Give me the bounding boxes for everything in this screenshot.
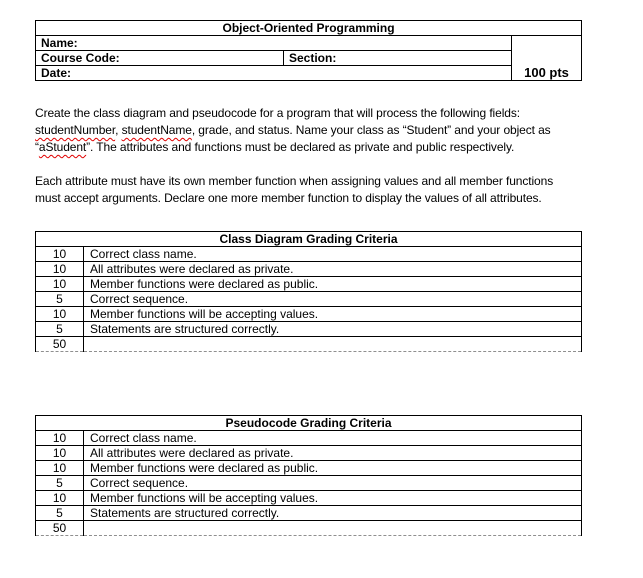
section-field-label: Section: [284,51,512,66]
points-cell: 10 [36,277,84,292]
grading-row [36,431,582,446]
header-date-row [36,66,582,81]
grading-row [36,307,582,322]
points-total: 100 pts [512,36,582,81]
criteria-cell: Statements are structured correctly. [84,506,582,521]
header-name-row [36,36,582,51]
criteria-cell: Correct sequence. [84,292,582,307]
criteria-cell [84,337,582,352]
points-cell: 5 [36,506,84,521]
course-code-field-label: Course Code: [36,51,284,66]
text-run: , grade, and status. Name your class as “Student” and your object as [191,123,551,137]
paragraph-line [35,139,587,156]
paragraph-line [35,190,587,207]
date-field-label: Date: [36,66,512,81]
criteria-cell: All attributes were declared as private. [84,446,582,461]
grading-row [36,247,582,262]
table-title: Pseudocode Grading Criteria [36,416,582,431]
misspelled-word: aStudent [38,140,87,154]
points-cell: 5 [36,292,84,307]
paragraph-line [35,105,587,122]
header-course-row [36,51,582,66]
misspelled-word: studentName [121,123,192,137]
paragraph-line [35,173,587,190]
criteria-cell [84,521,582,536]
criteria-cell: Member functions were declared as public. [84,277,582,292]
instructions-paragraph-1 [35,105,587,156]
instructions-paragraph-2 [35,173,587,207]
header-table [35,20,582,81]
criteria-cell: Member functions will be accepting values. [84,491,582,506]
points-cell: 10 [36,247,84,262]
grading-row [36,506,582,521]
text-run: , [115,123,122,137]
criteria-cell: Correct class name. [84,247,582,262]
criteria-cell: Correct class name. [84,431,582,446]
grading-row [36,262,582,277]
points-total-cell: 50 [36,521,84,536]
text-run: “ [35,140,39,154]
grading-row [36,322,582,337]
paragraph-line [35,122,587,139]
table-title-row [36,416,582,431]
text-run: ”. The attributes and functions must be declared as private and public respectively. [86,140,515,154]
points-cell: 5 [36,322,84,337]
grading-row [36,446,582,461]
points-cell: 5 [36,476,84,491]
table-title-row [36,232,582,247]
points-cell: 10 [36,491,84,506]
points-cell: 10 [36,431,84,446]
grading-total-row [36,521,582,536]
pseudocode-grading-table [35,415,582,536]
grading-row [36,277,582,292]
table-title: Class Diagram Grading Criteria [36,232,582,247]
text-run: Create the class diagram and pseudocode for a program that will process the following fields: [35,106,520,120]
grading-row [36,476,582,491]
grading-total-row [36,337,582,352]
grading-row [36,292,582,307]
criteria-cell: Member functions were declared as public. [84,461,582,476]
criteria-cell: Statements are structured correctly. [84,322,582,337]
misspelled-word: studentNumber [35,123,116,137]
points-cell: 10 [36,461,84,476]
criteria-cell: Correct sequence. [84,476,582,491]
text-run: must accept arguments. Declare one more member function to display the values of all attributes. [35,191,542,205]
grading-row [36,461,582,476]
points-cell: 10 [36,446,84,461]
grading-row [36,491,582,506]
class-diagram-grading-table [35,231,582,352]
document-title: Object-Oriented Programming [36,21,582,36]
header-title-row [36,21,582,36]
criteria-cell: All attributes were declared as private. [84,262,582,277]
points-cell: 10 [36,307,84,322]
criteria-cell: Member functions will be accepting values. [84,307,582,322]
points-cell: 10 [36,262,84,277]
text-run: Each attribute must have its own member function when assigning values and all member functions [35,174,554,188]
name-field-label: Name: [36,36,512,51]
points-total-cell: 50 [36,337,84,352]
